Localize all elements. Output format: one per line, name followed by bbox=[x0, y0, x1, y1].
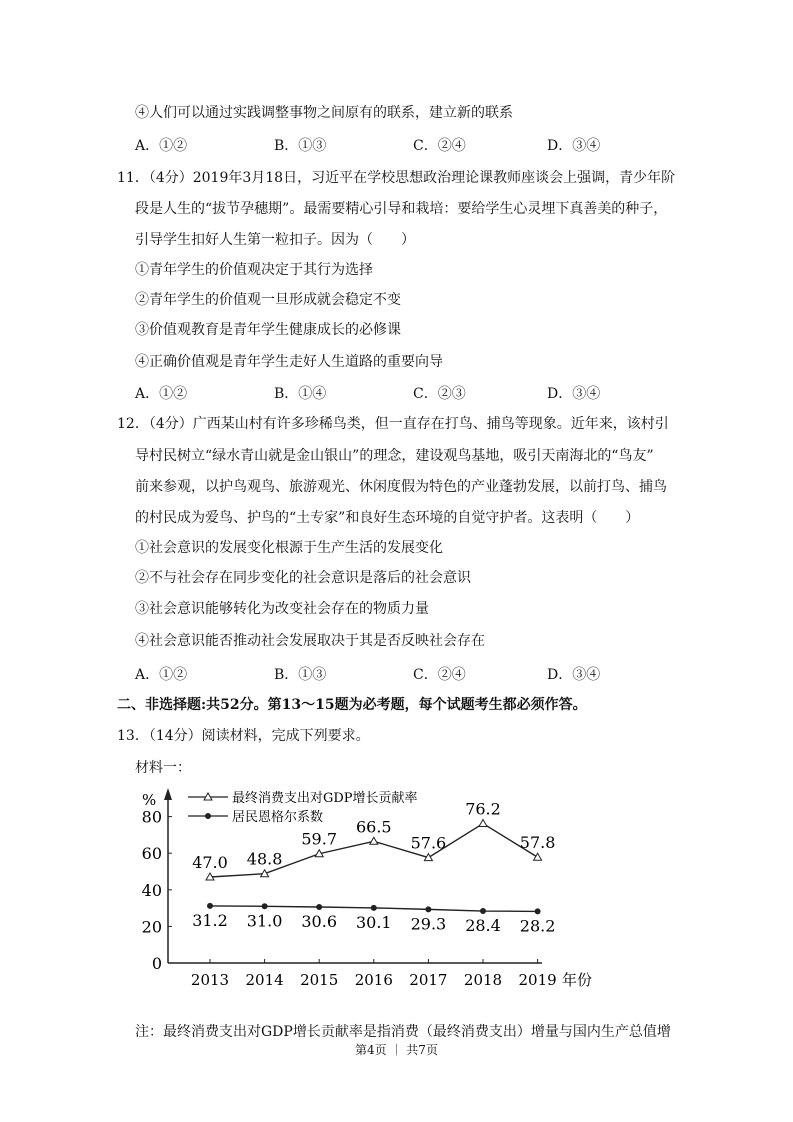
data-label: 47.0 bbox=[192, 852, 228, 872]
q12-option-b: B．①③ bbox=[274, 667, 327, 683]
y-axis-arrow bbox=[164, 788, 172, 800]
q13-stem: 13．（14分）阅读材料，完成下列要求。 bbox=[117, 728, 370, 744]
q10-options bbox=[135, 135, 695, 153]
q11-option-c: C．②③ bbox=[413, 386, 466, 402]
x-tick-label: 2013 bbox=[190, 971, 230, 989]
q12-option-c: C．②④ bbox=[413, 667, 466, 683]
x-axis-label: 年份 bbox=[562, 971, 593, 989]
data-point-dot bbox=[371, 905, 377, 911]
q11-options bbox=[135, 383, 695, 401]
legend-label: 最终消费支出对GDP增长贡献率 bbox=[232, 791, 418, 806]
y-tick-label: 20 bbox=[141, 917, 162, 937]
data-label: 57.8 bbox=[519, 833, 556, 853]
data-label: 76.2 bbox=[465, 799, 501, 819]
q11-stem-1: 11．（4分）2019年3月18日，习近平在学校思想政治理论课教师座谈会上强调，青少年阶 bbox=[117, 170, 676, 186]
legend-label: 居民恩格尔系数 bbox=[232, 810, 324, 825]
q11-option-d: D．③④ bbox=[547, 386, 601, 402]
q12-item-2: ②不与社会存在同步变化的社会意识是落后的社会意识 bbox=[135, 570, 471, 586]
y-tick-label: 80 bbox=[141, 807, 162, 827]
q11-stem-3: 引导学生扣好人生第一粒扣子。因为（ ） bbox=[135, 232, 415, 248]
y-tick-label: 40 bbox=[141, 880, 162, 900]
data-label: 30.1 bbox=[355, 912, 392, 932]
line-chart bbox=[110, 780, 610, 990]
q12-stem-1: 12．（4分）广西某山村有许多珍稀鸟类，但一直存在打鸟、捕鸟等现象。近年来，该村引 bbox=[117, 416, 669, 432]
data-label: 28.2 bbox=[519, 916, 556, 936]
data-point-dot bbox=[480, 908, 486, 914]
q10-option-b: B．①③ bbox=[274, 138, 327, 154]
data-label: 30.6 bbox=[301, 912, 338, 932]
legend-dot-marker bbox=[205, 813, 211, 819]
q12-options bbox=[135, 664, 695, 682]
x-tick-label: 2015 bbox=[300, 971, 339, 989]
q11-item-3: ③价值观教育是青年学生健康成长的必修课 bbox=[135, 322, 401, 338]
data-label: 66.5 bbox=[355, 817, 392, 837]
q11-option-a: A．①② bbox=[135, 386, 188, 402]
data-label: 29.3 bbox=[410, 914, 447, 934]
material-1-label: 材料一： bbox=[135, 760, 191, 776]
q11-item-1: ①青年学生的价值观决定于其行为选择 bbox=[135, 262, 373, 278]
data-label: 57.6 bbox=[410, 833, 447, 853]
data-label: 48.8 bbox=[246, 849, 283, 869]
y-tick-label: 60 bbox=[141, 844, 162, 864]
x-tick-label: 2014 bbox=[245, 971, 284, 989]
q12-stem-3: 前来参观，以护鸟观鸟、旅游观光、休闲度假为特色的产业蓬勃发展，以前打鸟、捕鸟 bbox=[135, 479, 667, 495]
q12-stem-2: 导村民树立“绿水青山就是金山银山”的理念，建设观鸟基地，吸引天南海北的“鸟友” bbox=[135, 448, 654, 464]
q12-item-4: ④社会意识能否推动社会发展取决于其是否反映社会存在 bbox=[135, 633, 485, 649]
data-point-dot bbox=[262, 903, 268, 909]
data-point-triangle bbox=[534, 853, 542, 860]
data-point-dot bbox=[425, 906, 431, 912]
x-tick-label: 2016 bbox=[354, 971, 393, 989]
x-tick-label: 2019 bbox=[518, 971, 557, 989]
x-tick-label: 2018 bbox=[463, 971, 503, 989]
q10-option-a: A．①② bbox=[135, 138, 188, 154]
data-point-dot bbox=[316, 904, 322, 910]
q12-option-a: A．①② bbox=[135, 667, 188, 683]
page-footer: 第4页 ｜ 共7页 bbox=[355, 1043, 438, 1057]
data-point-dot bbox=[207, 903, 213, 909]
data-label: 31.2 bbox=[192, 910, 228, 930]
q11-item-4: ④正确价值观是青年学生走好人生道路的重要向导 bbox=[135, 354, 443, 370]
q10-option-c: C．②④ bbox=[413, 138, 466, 154]
data-label: 28.4 bbox=[465, 916, 501, 936]
q10-item-4: ④人们可以通过实践调整事物之间原有的联系，建立新的联系 bbox=[135, 105, 513, 121]
data-point-dot bbox=[535, 908, 541, 914]
q11-option-b: B．①④ bbox=[274, 386, 327, 402]
y-axis-label: % bbox=[142, 791, 157, 809]
data-point-triangle bbox=[479, 820, 487, 827]
q12-stem-4: 的村民成为爱鸟、护鸟的“土专家”和良好生态环境的自觉守护者。这表明（ ） bbox=[135, 510, 640, 526]
q11-item-2: ②青年学生的价值观一旦形成就会稳定不变 bbox=[135, 292, 401, 308]
q11-stem-2: 段是人生的“拔节孕穗期”。最需要精心引导和栽培：要给学生心灵埋下真善美的种子， bbox=[135, 201, 668, 217]
data-point-triangle bbox=[370, 837, 378, 844]
q13-note: 注：最终消费支出对GDP增长贡献率是指消费（最终消费支出）增量与国内生产总值增 bbox=[135, 1024, 671, 1040]
q12-item-3: ③社会意识能够转化为改变社会存在的物质力量 bbox=[135, 601, 429, 617]
q12-item-1: ①社会意识的发展变化根源于生产生活的发展变化 bbox=[135, 540, 443, 556]
data-label: 31.0 bbox=[246, 911, 283, 931]
q12-option-d: D．③④ bbox=[547, 667, 601, 683]
x-tick-label: 2017 bbox=[409, 971, 448, 989]
data-label: 59.7 bbox=[301, 829, 338, 849]
section-2-heading: 二、非选择题:共52分。第13～15题为必考题，每个试题考生都必须作答。 bbox=[117, 697, 587, 713]
q10-option-d: D．③④ bbox=[547, 138, 601, 154]
y-tick-label: 0 bbox=[151, 954, 162, 973]
